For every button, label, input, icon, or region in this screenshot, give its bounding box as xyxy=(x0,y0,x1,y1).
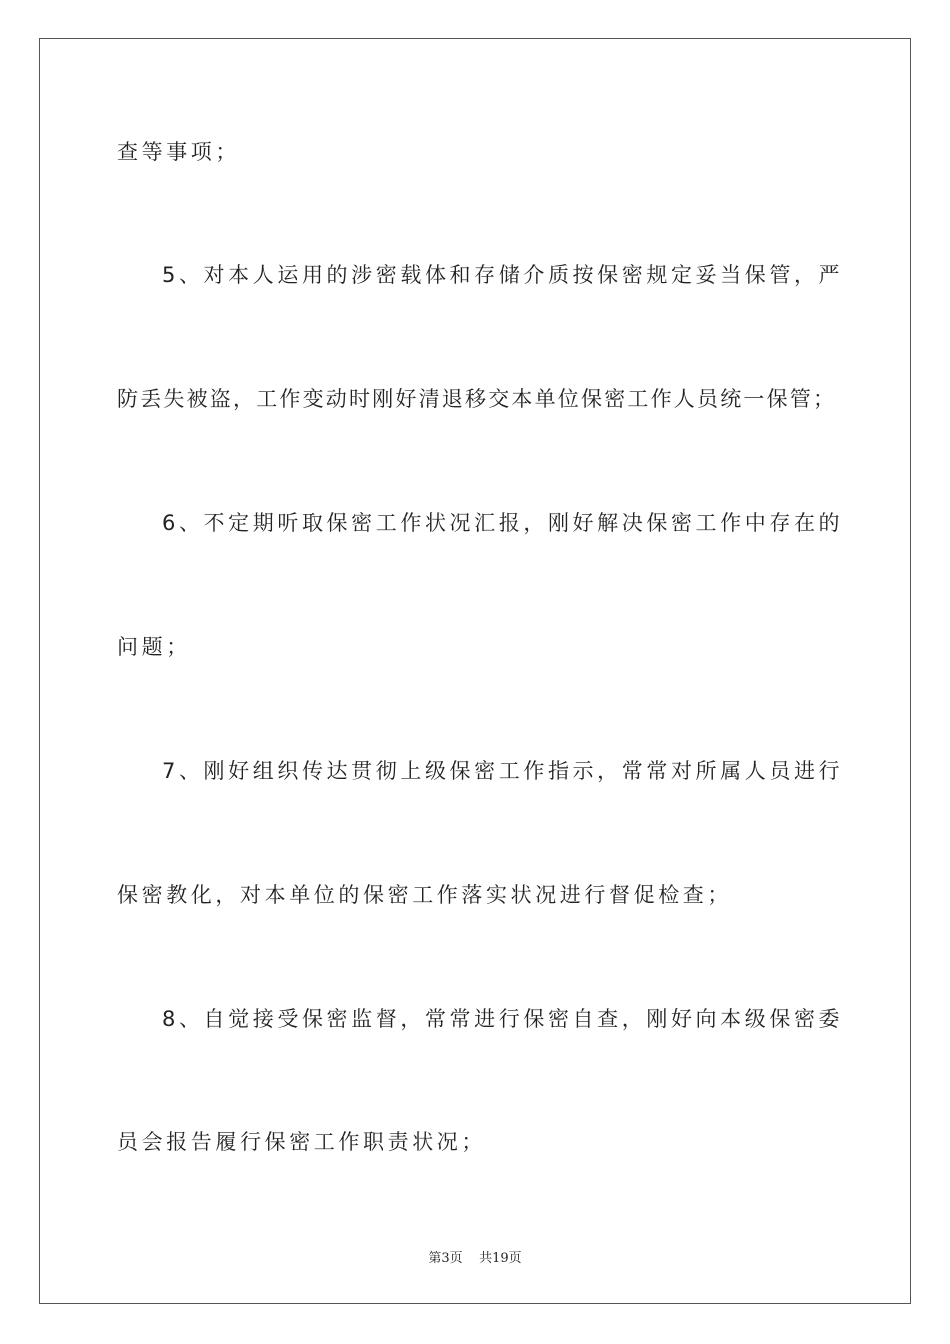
body-line-5: 问题； xyxy=(117,635,191,659)
body-line-4: 6、不定期听取保密工作状况汇报，刚好解决保密工作中存在的 xyxy=(162,511,844,535)
body-line-6: 7、刚好组织传达贯彻上级保密工作指示，常常对所属人员进行 xyxy=(162,759,844,783)
body-line-8: 8、自觉接受保密监督，常常进行保密自查，刚好向本级保密委 xyxy=(162,1007,844,1031)
body-line-9: 员会报告履行保密工作职责状况； xyxy=(117,1130,486,1154)
body-line-3: 防丢失被盗，工作变动时刚好清退移交本单位保密工作人员统一保管； xyxy=(117,387,837,411)
body-line-7: 保密教化，对本单位的保密工作落实状况进行督促检查； xyxy=(117,883,732,907)
body-line-1: 查等事项； xyxy=(117,140,240,164)
page-frame xyxy=(39,38,911,1304)
body-line-2: 5、对本人运用的涉密载体和存储介质按保密规定妥当保管，严 xyxy=(162,263,844,287)
page-number-footer: 第3页 共19页 xyxy=(428,1251,522,1266)
